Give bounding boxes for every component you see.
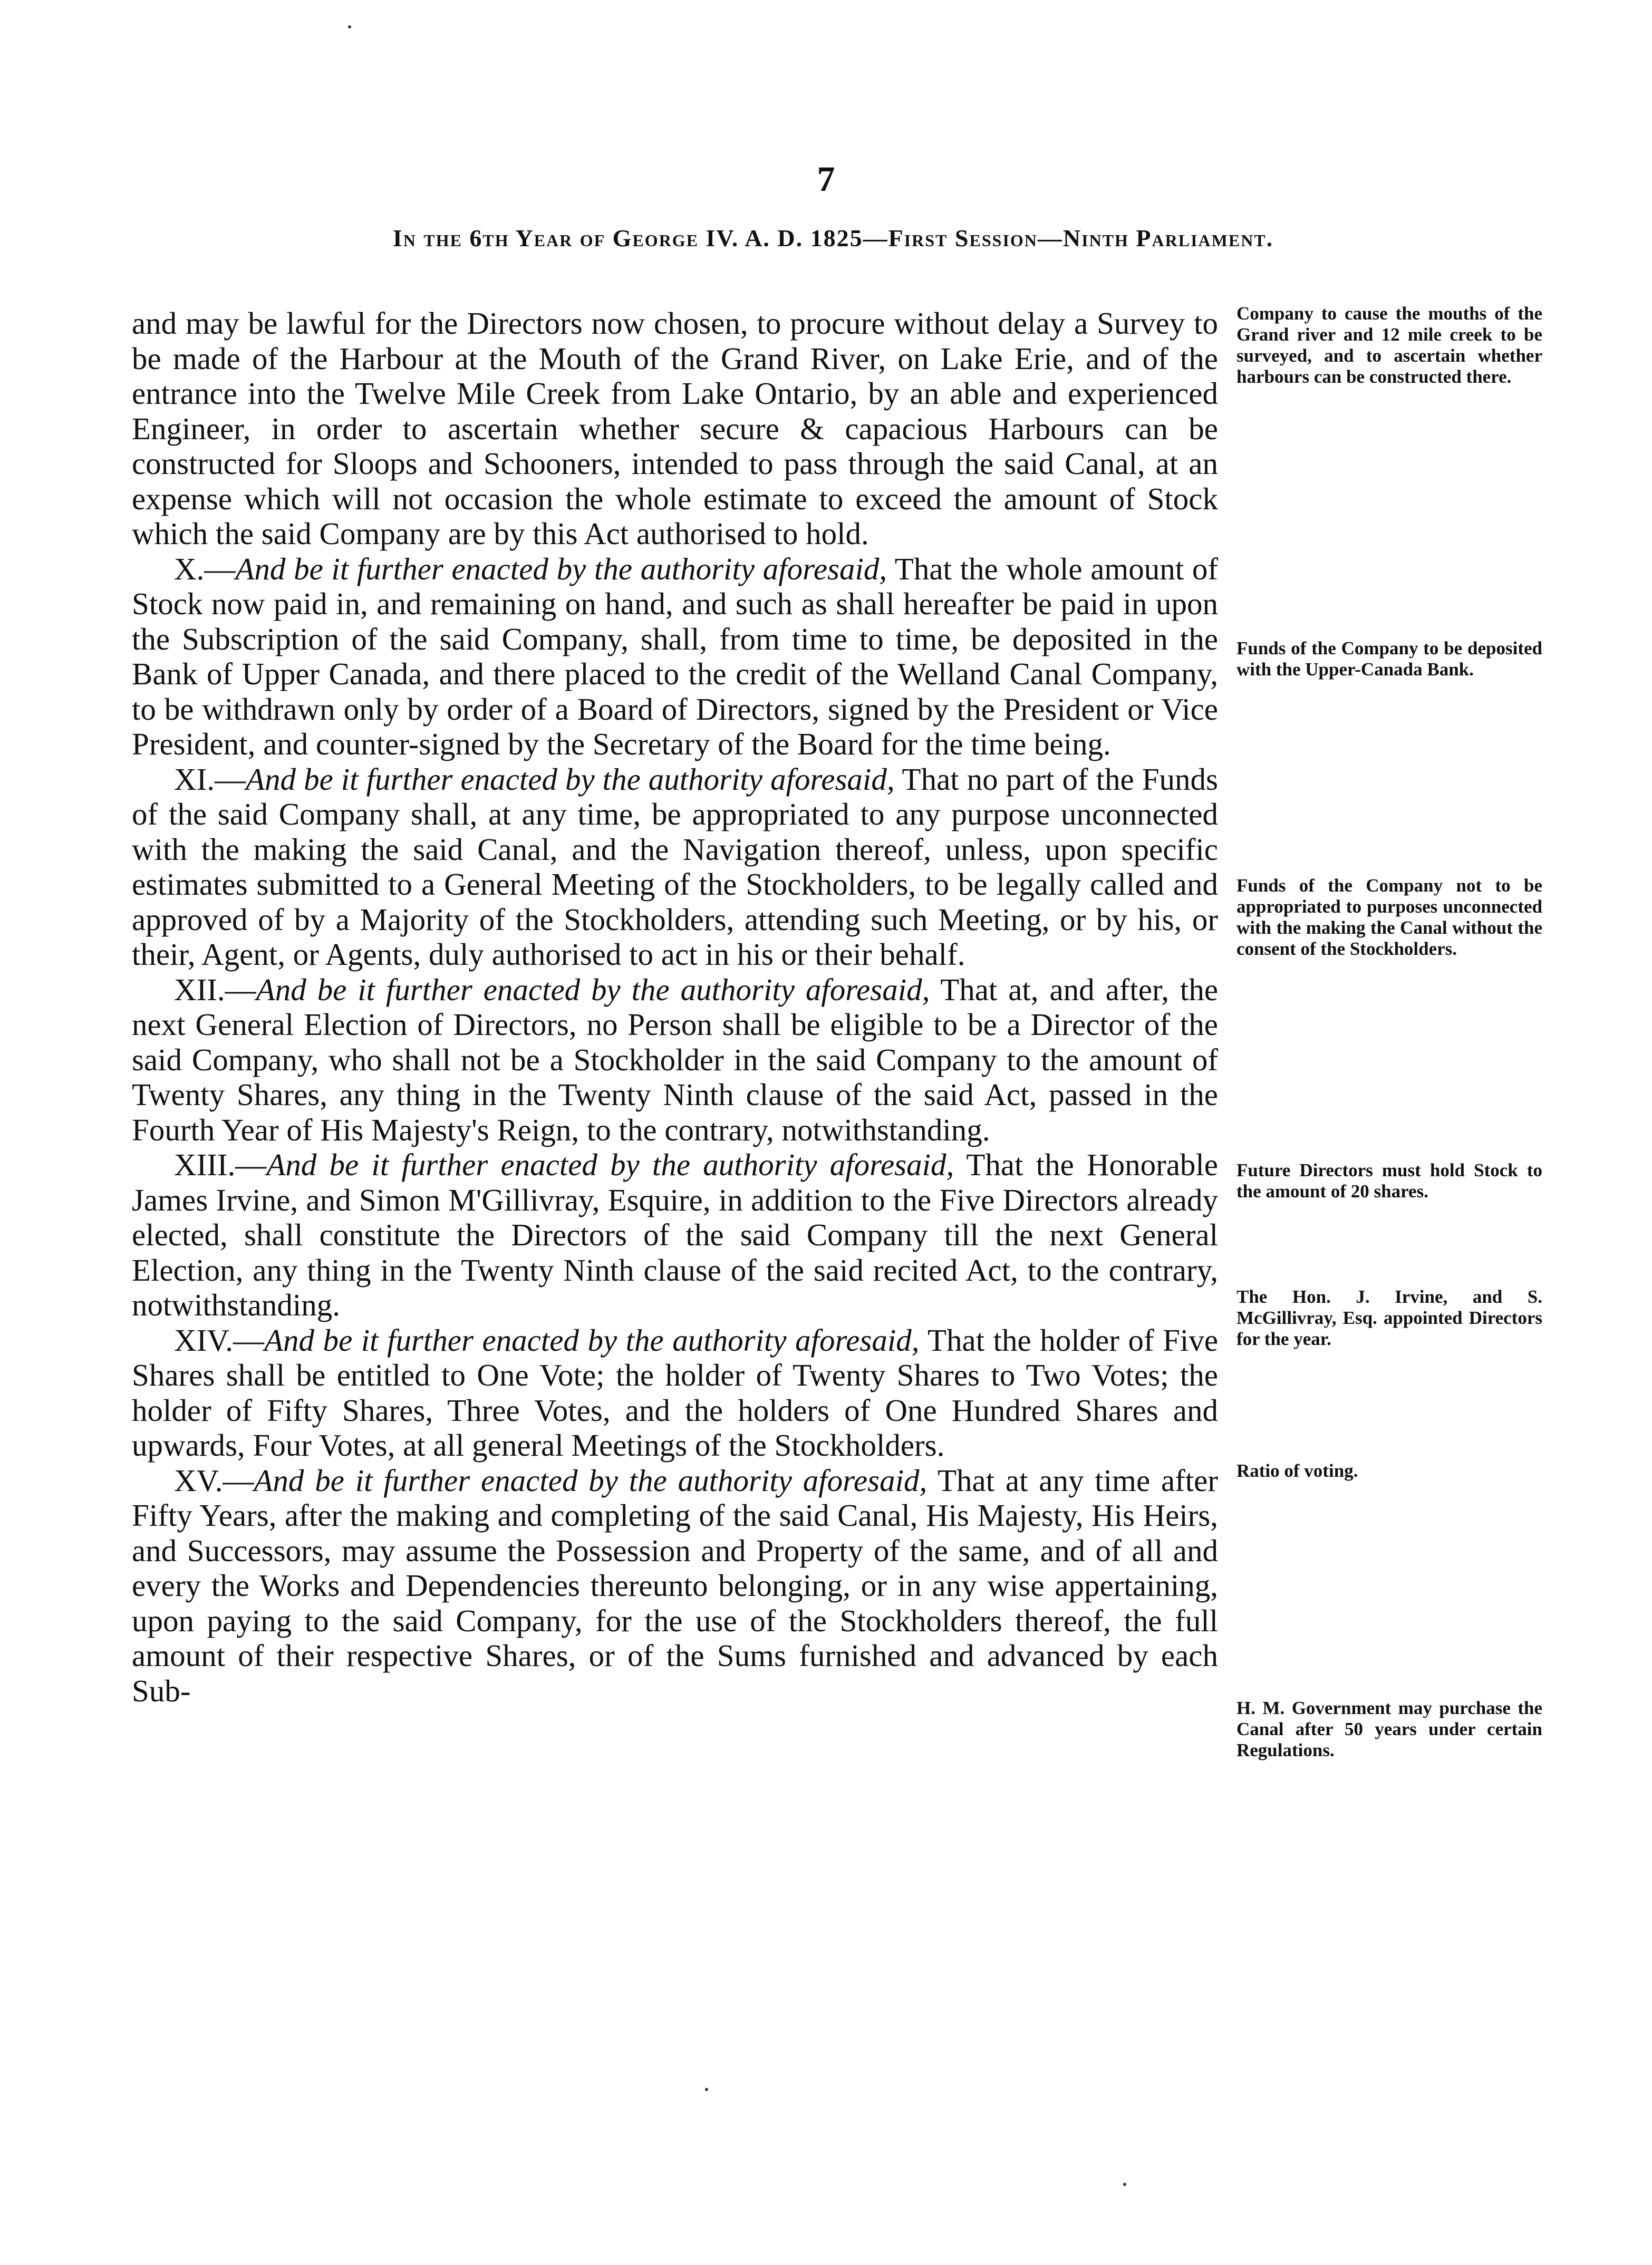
section-xi <box>132 762 1218 972</box>
section-text: That no part of the Funds of the said Company shall, at any time, be appropriated to any purpose unconnected with the making the said Canal, and the Navigation thereof, unless, upon specific estimates submitted to a General Meeting of the Stockholders, to be legally called and approved of by a Majority of the Stockholders, attending such Meeting, or by his, or their, Agent, or Agents, duly authorised to act in his or their behalf. <box>132 761 1218 972</box>
section-number: XV.— <box>174 1463 254 1498</box>
section-x <box>132 551 1218 762</box>
margin-note-funds-deposit: Funds of the Company to be deposited with the Upper-Canada Bank. <box>1236 638 1542 680</box>
print-speck <box>705 2088 708 2091</box>
running-head: In the 6th Year of George IV. A. D. 1825—First Session—Ninth Parliament. <box>392 225 1274 251</box>
section-xiii <box>132 1147 1218 1323</box>
enacting-clause: And be it further enacted by the authority aforesaid, <box>254 1463 928 1498</box>
margin-note-appointed-directors: The Hon. J. Irvine, and S. McGillivray, Esq. appointed Directors for the year. <box>1236 1286 1542 1349</box>
section-xii <box>132 972 1218 1148</box>
page-number: 7 <box>817 159 835 199</box>
margin-note-voting: Ratio of voting. <box>1236 1460 1358 1481</box>
section-number: XI.— <box>174 761 246 797</box>
enacting-clause: And be it further enacted by the authority aforesaid, <box>246 761 895 797</box>
opening-paragraph: and may be lawful for the Directors now chosen, to procure without delay a Survey to be made of the Harbour at the Mouth of the Grand River, on Lake Erie, and of the entrance into the Twelve Mile Creek from Lake Ontario, by an able and experienced Engineer, in order to ascertain whether secure & capacious Harbours can be constructed for Sloops and Schooners, intended to pass through the said Canal, at an expense which will not occasion the whole estimate to exceed the amount of Stock which the said Company are by this Act authorised to hold. <box>132 306 1218 551</box>
print-speck <box>1123 2183 1126 2186</box>
section-text: That the whole amount of Stock now paid in, and remaining on hand, and such as shall hereafter be paid in upon the Subscription of the said Company, shall, from time to time, be deposited in the Bank of Upper Canada, and there placed to the credit of the Welland Canal Company, to be withdrawn only by order of a Board of Directors, signed by the President or Vice President, and counter-signed by the Secretary of the Board for the time being. <box>132 551 1219 761</box>
section-number: XII.— <box>174 972 256 1007</box>
section-text: That the Honorable James Irvine, and Simon M'Gillivray, Esquire, in addition to the Five Directors already elected, shall constitute the Directors of the said Company till the next General Election, any thing in the Twenty Ninth clause of the said recited Act, to the contrary, notwithstanding. <box>132 1147 1218 1322</box>
print-speck <box>348 25 351 28</box>
margin-note-director-qualification: Future Directors must hold Stock to the amount of 20 shares. <box>1236 1160 1542 1202</box>
section-text: That at, and after, the next General Election of Directors, no Person shall be eligible to be a Director of the said Company, who shall not be a Stockholder in the said Company to the amount of Twenty Shares, any thing in the Twenty Ninth clause of the said Act, passed in the Fourth Year of His Majesty's Reign, to the contrary, notwithstanding. <box>132 972 1219 1147</box>
margin-note-survey: Company to cause the mouths of the Grand river and 12 mile creek to be surveyed, and to ascertain whether harbours can be constructed there. <box>1236 303 1542 387</box>
enacting-clause: And be it further enacted by the authority aforesaid, <box>266 1147 954 1182</box>
enacting-clause: And be it further enacted by the authority aforesaid, <box>264 1322 920 1358</box>
enacting-clause: And be it further enacted by the authority aforesaid, <box>235 551 887 586</box>
section-text: That the holder of Five Shares shall be entitled to One Vote; the holder of Twenty Shares to Two Votes; the holder of Fifty Shares, Three Votes, and the holders of One Hundred Shares and upwards, Four Votes, at all general Meetings of the Stockholders. <box>132 1322 1219 1463</box>
enacting-clause: And be it further enacted by the authority aforesaid, <box>256 972 930 1007</box>
section-number: X.— <box>174 551 236 586</box>
section-number: XIV.— <box>174 1322 265 1358</box>
margin-note-funds-use: Funds of the Company not to be appropriated to purposes unconnected with the making the Canal without the consent of the Stockholders. <box>1236 875 1542 959</box>
section-number: XIII.— <box>174 1147 267 1182</box>
section-text: That at any time after Fifty Years, after the making and completing of the said Canal, His Majesty, His Heirs, and Successors, may assume the Possession and Property of the same, and of all and every the Works and Dependencies thereunto belonging, or in any wise appertaining, upon paying to the said Company, for the use of the Stockholders thereof, the full amount of their respective Shares, or of the Sums furnished and advanced by each Sub- <box>132 1463 1218 1708</box>
section-xiv <box>132 1323 1218 1463</box>
margin-note-government-purchase: H. M. Government may purchase the Canal after 50 years under certain Regulations. <box>1236 1698 1542 1760</box>
section-xv <box>132 1463 1218 1709</box>
main-text <box>132 306 1218 1708</box>
